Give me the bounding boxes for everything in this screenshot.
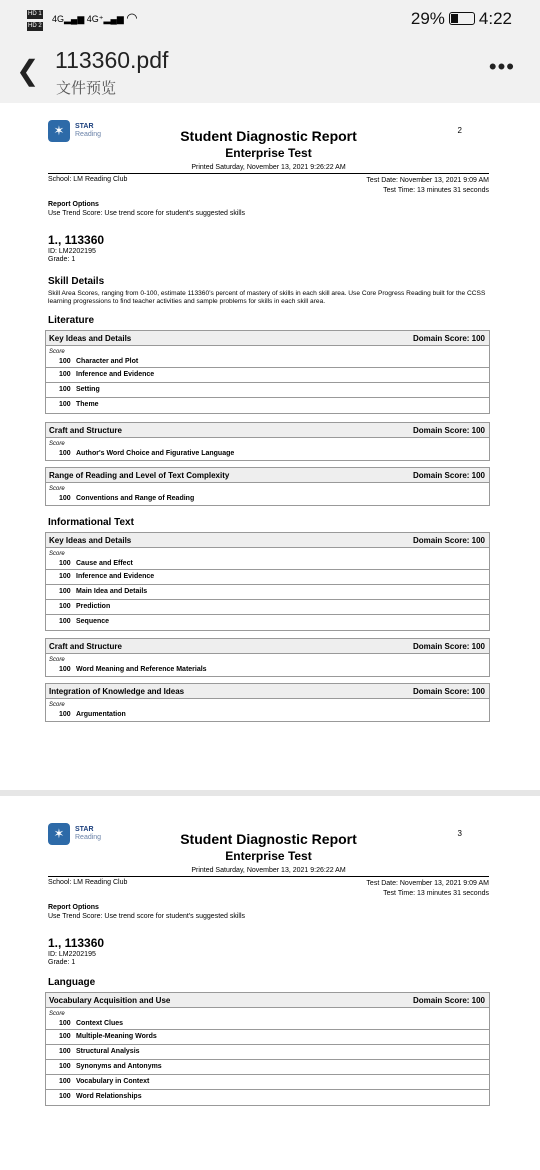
skill-row xyxy=(46,368,489,383)
skill-name: Word Relationships xyxy=(76,1093,142,1100)
domain-score: Domain Score: 100 xyxy=(412,996,485,1005)
skill-score: 100 xyxy=(59,386,71,393)
skill-name: Conventions and Range of Reading xyxy=(76,495,195,502)
score-column-label: Score xyxy=(49,702,65,708)
skill-row xyxy=(46,615,489,630)
domain-header xyxy=(46,993,489,1008)
skill-name: Context Clues xyxy=(76,1020,124,1027)
skill-name: Setting xyxy=(76,386,100,393)
signal-icon-2: ▂▄▆ xyxy=(103,14,124,24)
skill-details-heading: Skill Details xyxy=(48,276,105,287)
report-header-2 xyxy=(48,823,489,913)
domain-score: Domain Score: 100 xyxy=(412,471,485,480)
skill-score: 100 xyxy=(59,1093,71,1100)
status-right xyxy=(411,9,512,29)
skill-score: 100 xyxy=(59,666,71,673)
domain-table xyxy=(45,638,490,677)
domain-name: Integration of Knowledge and Ideas xyxy=(49,687,185,696)
report-subtitle: Enterprise Test xyxy=(225,849,312,863)
skill-row xyxy=(46,570,489,585)
skill-name: Structural Analysis xyxy=(76,1048,140,1055)
skill-row xyxy=(46,557,489,570)
skill-score: 100 xyxy=(59,450,71,457)
domain-table xyxy=(45,467,490,506)
battery-percent: 29% xyxy=(410,9,445,28)
domain-table xyxy=(45,992,490,1106)
skill-name: Vocabulary in Context xyxy=(76,1078,150,1085)
printed-date: Printed Saturday, November 13, 2021 9:26:22 AM xyxy=(191,164,346,171)
school-name: School: LM Reading Club xyxy=(48,176,128,183)
domain-name: Range of Reading and Level of Text Complexity xyxy=(49,471,230,480)
skill-name: Multiple-Meaning Words xyxy=(76,1033,157,1040)
skill-row xyxy=(46,600,489,615)
star-logo-icon: ✶ xyxy=(48,120,70,142)
domain-header xyxy=(46,468,489,483)
domain-name: Vocabulary Acquisition and Use xyxy=(49,996,171,1005)
test-time: Test Time: 13 minutes 31 seconds xyxy=(383,187,489,194)
test-date: Test Date: November 13, 2021 9:09 AM xyxy=(366,177,489,184)
skill-name: Synonyms and Antonyms xyxy=(76,1063,162,1070)
report-options xyxy=(48,200,245,218)
domain-name: Key Ideas and Details xyxy=(49,536,132,545)
student-ids xyxy=(48,248,96,264)
skill-row xyxy=(46,383,489,398)
skill-score: 100 xyxy=(59,1078,71,1085)
domain-header xyxy=(46,423,489,438)
report-subtitle: Enterprise Test xyxy=(225,146,312,160)
score-column-label: Score xyxy=(49,349,65,355)
divider xyxy=(48,876,489,877)
skill-name: Theme xyxy=(76,401,99,408)
student-name: 1., 113360 xyxy=(48,936,105,950)
skill-row xyxy=(46,1090,489,1105)
test-info xyxy=(366,176,489,196)
domain-score: Domain Score: 100 xyxy=(412,536,485,545)
student-ids xyxy=(48,951,96,967)
pdf-page-3 xyxy=(0,796,540,1170)
star-logo-icon: ✶ xyxy=(48,823,70,845)
domain-score: Domain Score: 100 xyxy=(412,642,485,651)
score-column-label: Score xyxy=(49,551,65,557)
report-title: Student Diagnostic Report xyxy=(180,128,357,144)
battery-icon xyxy=(449,12,475,25)
hd-badge-1: HD 1 xyxy=(28,11,42,17)
score-column-label: Score xyxy=(49,1011,65,1017)
skill-row xyxy=(46,492,489,505)
logo-reading: Reading xyxy=(75,131,102,138)
literature-heading: Literature xyxy=(48,315,95,326)
score-column-label: Score xyxy=(49,441,65,447)
domain-header xyxy=(46,639,489,654)
language-heading: Language xyxy=(48,977,96,988)
domain-table xyxy=(45,683,490,722)
skill-score: 100 xyxy=(59,1048,71,1055)
page-number: 2 xyxy=(457,126,462,135)
report-options-label-2: Report Options xyxy=(48,904,99,911)
logo-star: STAR xyxy=(75,123,94,130)
domain-header xyxy=(46,684,489,699)
report-header xyxy=(48,120,489,210)
domain-score: Domain Score: 100 xyxy=(412,334,485,343)
skill-name: Main Idea and Details xyxy=(76,588,148,595)
skill-name: Inference and Evidence xyxy=(76,573,155,580)
report-options-text: Use Trend Score: Use trend score for student's suggested skills xyxy=(48,210,246,217)
skill-row xyxy=(46,663,489,676)
domain-table xyxy=(45,532,490,631)
skill-name: Cause and Effect xyxy=(76,560,133,567)
skill-row xyxy=(46,1030,489,1045)
test-time: Test Time: 13 minutes 31 seconds xyxy=(383,890,489,897)
skill-name: Author's Word Choice and Figurative Language xyxy=(76,450,235,457)
skill-name: Inference and Evidence xyxy=(76,371,155,378)
app-bar xyxy=(0,38,540,103)
logo-star-2: STAR xyxy=(75,826,94,833)
status-bar xyxy=(0,0,540,38)
domain-name: Key Ideas and Details xyxy=(49,334,132,343)
skill-score: 100 xyxy=(59,401,71,408)
skill-score: 100 xyxy=(59,1033,71,1040)
skill-row xyxy=(46,1045,489,1060)
pdf-page-2 xyxy=(0,103,540,790)
test-date: Test Date: November 13, 2021 9:09 AM xyxy=(366,880,489,887)
skill-score: 100 xyxy=(59,560,71,567)
domain-header xyxy=(46,533,489,548)
skill-score: 100 xyxy=(59,1020,71,1027)
domain-table xyxy=(45,422,490,461)
student-id-2: ID: LM2202195 xyxy=(48,951,96,958)
skill-row xyxy=(46,1060,489,1075)
skill-row xyxy=(46,355,489,368)
skill-row xyxy=(46,585,489,600)
skill-row xyxy=(46,398,489,413)
report-options-label: Report Options xyxy=(48,201,99,208)
skill-name: Character and Plot xyxy=(76,358,139,365)
more-options-icon[interactable]: ••• xyxy=(488,54,515,79)
student-grade: Grade: 1 xyxy=(48,256,76,263)
informational-heading: Informational Text xyxy=(48,517,134,528)
printed-date: Printed Saturday, November 13, 2021 9:26:22 AM xyxy=(191,867,346,874)
report-options xyxy=(48,903,245,921)
domain-table xyxy=(45,330,490,414)
skill-score: 100 xyxy=(59,588,71,595)
skill-name: Argumentation xyxy=(76,711,126,718)
skill-score: 100 xyxy=(59,603,71,610)
skill-name: Prediction xyxy=(76,603,111,610)
page-number: 3 xyxy=(457,829,462,838)
domain-header xyxy=(46,331,489,346)
report-title: Student Diagnostic Report xyxy=(180,831,357,847)
skill-score: 100 xyxy=(59,573,71,580)
skill-score: 100 xyxy=(59,1063,71,1070)
skill-score: 100 xyxy=(59,618,71,625)
divider xyxy=(48,173,489,174)
signal-icon: ▂▄▆ xyxy=(64,14,85,24)
skill-row xyxy=(46,1017,489,1030)
file-subtitle: 文件预览 xyxy=(56,80,117,97)
back-arrow-icon[interactable]: ❮ xyxy=(16,55,40,86)
test-info xyxy=(366,879,489,899)
skill-score: 100 xyxy=(59,358,71,365)
student-id: ID: LM2202195 xyxy=(48,248,96,255)
file-title: 113360.pdf xyxy=(55,47,169,73)
network-2-label: 4G⁺ xyxy=(86,14,104,24)
network-1-label: 4G xyxy=(52,14,65,24)
domain-name: Craft and Structure xyxy=(49,426,122,435)
wifi-icon: ◠ xyxy=(126,10,138,25)
school-name: School: LM Reading Club xyxy=(48,879,128,886)
skill-row xyxy=(46,708,489,721)
report-options-text-2: Use Trend Score: Use trend score for student's suggested skills xyxy=(48,913,246,920)
hd-badge-2: HD 2 xyxy=(28,23,42,29)
skill-name: Sequence xyxy=(76,618,110,625)
domain-name: Craft and Structure xyxy=(49,642,122,651)
skill-score: 100 xyxy=(59,371,71,378)
logo-reading-2: Reading xyxy=(75,834,102,841)
domain-score: Domain Score: 100 xyxy=(412,426,485,435)
skill-row xyxy=(46,447,489,460)
score-column-label: Score xyxy=(49,657,65,663)
skill-row xyxy=(46,1075,489,1090)
skill-name: Word Meaning and Reference Materials xyxy=(76,666,207,673)
student-grade-2: Grade: 1 xyxy=(48,959,76,966)
skill-details-text: Skill Area Scores, ranging from 0-100, estimate 113360’s percent of mastery of skills in each skill area. Use Core Progress Reading built for the CCSS learning progressions to find teacher activities and sample problems for skills in each skill area. xyxy=(48,290,486,305)
domain-score: Domain Score: 100 xyxy=(412,687,485,696)
score-column-label: Score xyxy=(49,486,65,492)
skill-score: 100 xyxy=(59,495,71,502)
hd-indicators xyxy=(27,8,43,32)
skill-score: 100 xyxy=(59,711,71,718)
student-name: 1., 113360 xyxy=(48,233,105,247)
clock: 4:22 xyxy=(478,9,512,28)
signal-icons xyxy=(52,10,138,26)
